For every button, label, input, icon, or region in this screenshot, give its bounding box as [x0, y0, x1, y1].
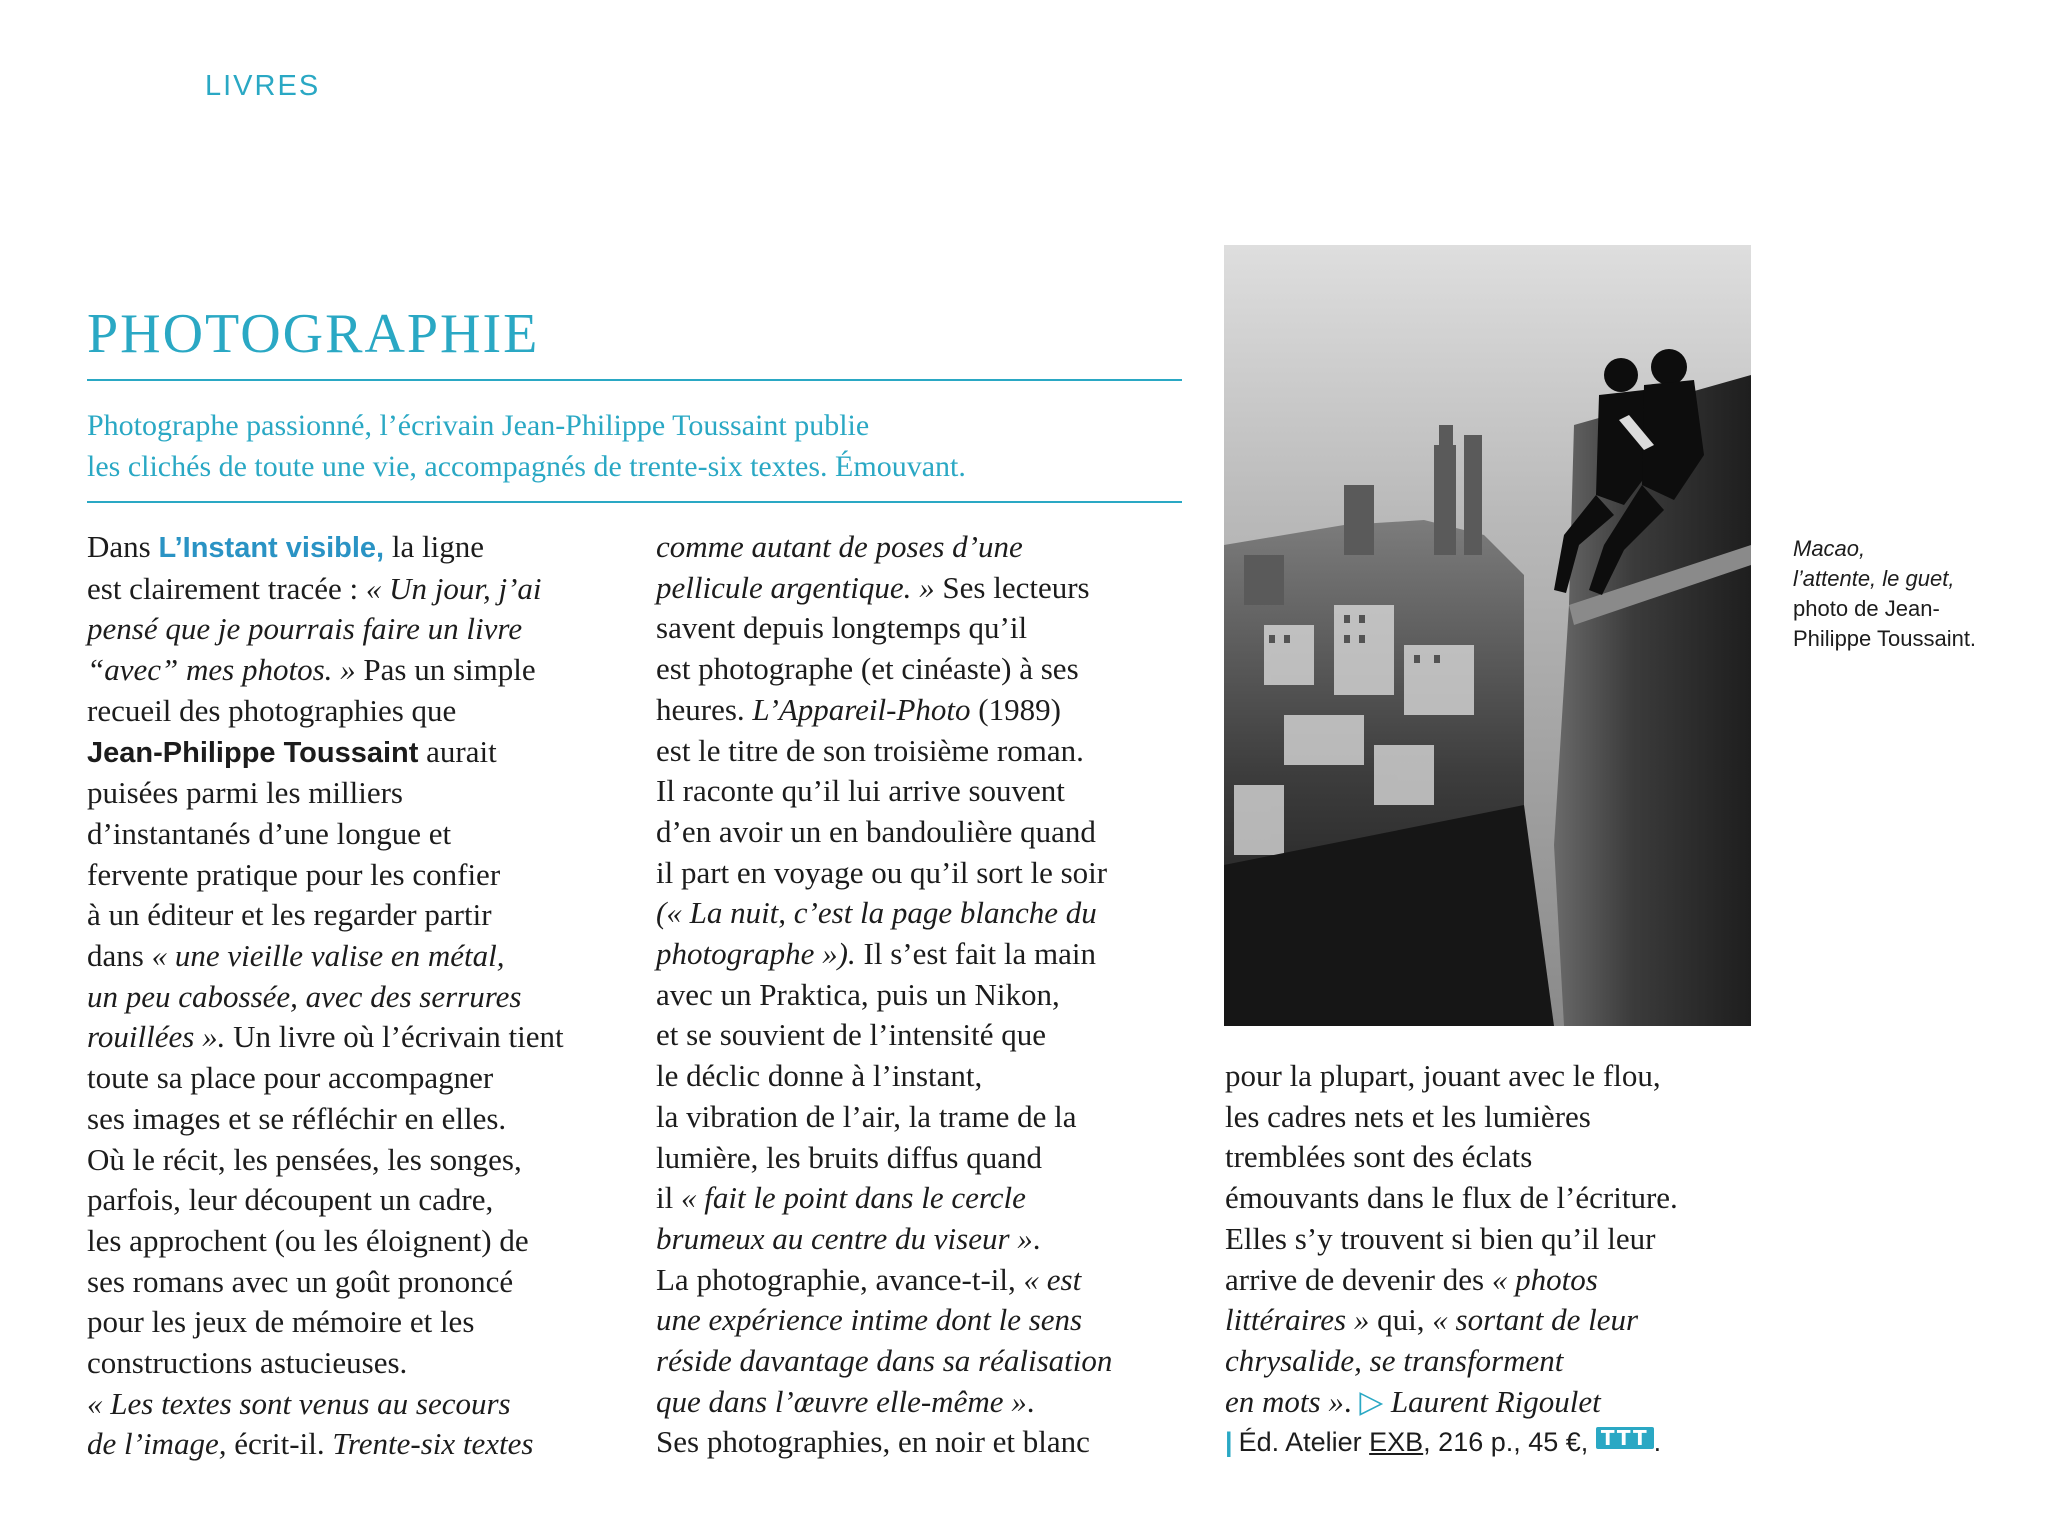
reference-bar: | — [1225, 1427, 1233, 1458]
text-line: Il raconte qu’il lui arrive souvent — [656, 773, 1065, 809]
text-line: rouillées ». Un livre où l’écrivain tient — [87, 1019, 564, 1055]
text-line: “avec” mes photos. » Pas un simple — [87, 652, 536, 688]
text-line: comme autant de poses d’une — [656, 529, 1023, 564]
text-line: un peu cabossée, avec des serrures — [87, 978, 522, 1014]
text-line: pour la plupart, jouant avec le flou, — [1225, 1058, 1661, 1093]
book-title: L’Instant visible, — [158, 532, 385, 564]
text-line: recueil des photographies que — [87, 692, 457, 728]
text-line: le déclic donne à l’instant, — [656, 1058, 983, 1094]
text-line: pensé que je pourrais faire un livre — [87, 611, 523, 647]
text-line: et se souvient de l’intensité que — [656, 1017, 1046, 1053]
lede-line: les clichés de toute une vie, accompagnés de trente-six textes. Émouvant. — [87, 450, 966, 483]
text-line: brumeux au centre du viseur ». — [656, 1220, 1041, 1256]
text-line: toute sa place pour accompagner — [87, 1060, 494, 1096]
text-line: fervente pratique pour les confier — [87, 856, 501, 892]
text-line: que dans l’œuvre elle-même ». — [656, 1383, 1035, 1419]
publisher-name: EXB — [1369, 1427, 1424, 1458]
text-line: d’instantanés d’une longue et — [87, 815, 452, 851]
text-line: est le titre de son troisième roman. — [656, 732, 1084, 768]
body-column-3 — [1225, 1056, 1678, 1463]
photo-caption — [1793, 534, 1976, 654]
text-line: tremblées sont des éclats — [1225, 1139, 1533, 1175]
text-line: ses romans avec un goût prononcé — [87, 1263, 514, 1299]
text-line: ses images et se réfléchir en elles. — [87, 1100, 507, 1136]
text-line: dans « une vieille valise en métal, — [87, 938, 505, 974]
text-line: Où le récit, les pensées, les songes, — [87, 1141, 522, 1177]
author-name: Jean-Philippe Toussaint — [87, 736, 419, 769]
text-line: une expérience intime dont le sens — [656, 1302, 1083, 1338]
text-line: d’en avoir un en bandoulière quand — [656, 813, 1096, 849]
text-line: pellicule argentique. » Ses lecteurs — [656, 569, 1090, 605]
text-line: (« La nuit, c’est la page blanche du — [656, 895, 1097, 931]
text-line: photographe »). Il s’est fait la main — [656, 936, 1096, 972]
byline: Laurent Rigoulet — [1383, 1383, 1601, 1419]
caption-line: Macao, — [1793, 536, 1866, 561]
text-line: arrive de devenir des « photos — [1225, 1261, 1598, 1297]
caption-line: Philippe Toussaint. — [1793, 626, 1977, 651]
lede-line: Photographe passionné, l’écrivain Jean-Philippe Toussaint publie — [87, 409, 870, 442]
text-line: « Les textes sont venus au secours — [87, 1385, 511, 1421]
text-line: chrysalide, se transforment — [1225, 1342, 1564, 1378]
text-line: est photographe (et cinéaste) à ses — [656, 651, 1079, 687]
rating-badge: TTT — [1596, 1427, 1654, 1449]
text-line: émouvants dans le flux de l’écriture. — [1225, 1180, 1678, 1216]
text-line: les approchent (ou les éloignent) de — [87, 1222, 529, 1258]
text-line: à un éditeur et les regarder partir — [87, 897, 492, 933]
text-line: avec un Praktica, puis un Nikon, — [656, 976, 1060, 1012]
text-line: pour les jeux de mémoire et les — [87, 1304, 475, 1340]
text-line: parfois, leur découpent un cadre, — [87, 1182, 494, 1218]
text-line: littéraires » qui, « sortant de leur — [1225, 1302, 1639, 1338]
text-line: heures. L’Appareil-Photo (1989) — [656, 691, 1061, 727]
section-label: LIVRES — [205, 70, 321, 102]
text-line: savent depuis longtemps qu’il — [656, 610, 1028, 646]
article-photo — [1224, 245, 1751, 1026]
text-line: Jean-Philippe Toussaint aurait — [87, 733, 497, 769]
text-line: constructions astucieuses. — [87, 1345, 408, 1381]
article-headline: PHOTOGRAPHIE — [87, 303, 540, 365]
byline-arrow-icon: ▷ — [1359, 1383, 1384, 1419]
text-line: lumière, les bruits diffus quand — [656, 1139, 1043, 1175]
text-line: de l’image, écrit-il. Trente-six textes — [87, 1426, 534, 1462]
text-line: Ses photographies, en noir et blanc — [656, 1424, 1090, 1460]
caption-line: l’attente, le guet, — [1793, 566, 1955, 591]
lede-rule — [87, 501, 1182, 503]
text-line: La photographie, avance-t-il, « est — [656, 1261, 1082, 1297]
body-column-1 — [87, 527, 564, 1465]
text-line: il part en voyage ou qu’il sort le soir — [656, 854, 1108, 890]
caption-line: photo de Jean- — [1793, 596, 1940, 621]
book-reference: | Éd. Atelier EXB, 216 p., 45 €, TTT . — [1225, 1426, 1662, 1458]
text-line: est clairement tracée : « Un jour, j’ai — [87, 570, 542, 606]
text-line: Dans L’Instant visible, la ligne — [87, 529, 484, 564]
text-line: il « fait le point dans le cercle — [656, 1180, 1026, 1216]
text-line: réside davantage dans sa réalisation — [656, 1343, 1113, 1379]
headline-rule — [87, 379, 1182, 381]
text-line: Elles s’y trouvent si bien qu’il leur — [1225, 1220, 1656, 1256]
article-lede — [87, 405, 1237, 487]
text-line: en mots ». ▷ Laurent Rigoulet — [1225, 1383, 1601, 1419]
text-line: les cadres nets et les lumières — [1225, 1098, 1591, 1134]
body-column-2 — [656, 527, 1112, 1463]
text-line: la vibration de l’air, la trame de la — [656, 1098, 1077, 1134]
text-line: puisées parmi les milliers — [87, 775, 403, 811]
